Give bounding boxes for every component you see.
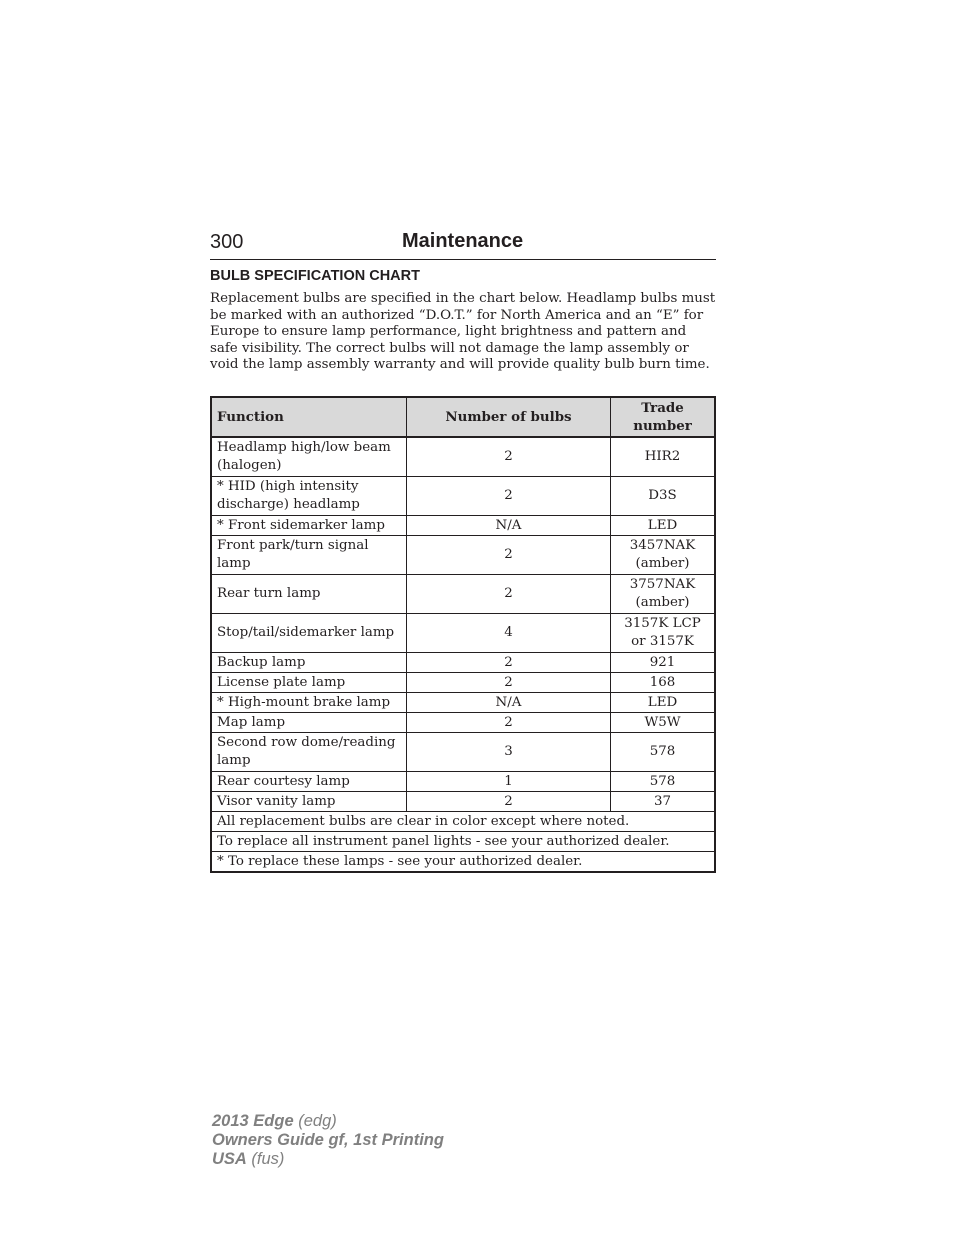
- trade-number-cell: 168: [611, 673, 716, 693]
- table-note: All replacement bulbs are clear in color except where noted.: [211, 812, 715, 832]
- section-title: BULB SPECIFICATION CHART: [210, 268, 420, 284]
- footer-edition: Owners Guide gf, 1st Printing: [212, 1131, 444, 1149]
- table-header-row: [211, 397, 715, 437]
- table-row: [211, 516, 715, 536]
- table-row: [211, 536, 715, 575]
- bulb-count-cell: 2: [407, 536, 611, 575]
- column-header-number-of-bulbs: Number of bulbs: [407, 397, 611, 437]
- table-note: * To replace these lamps - see your authorized dealer.: [211, 852, 715, 873]
- bulb-count-cell: 4: [407, 614, 611, 653]
- table-row: [211, 693, 715, 713]
- trade-number-cell: 578: [611, 733, 716, 772]
- trade-number-cell: HIR2: [611, 437, 716, 477]
- footer-model-code: (edg): [293, 1112, 337, 1130]
- document-footer: [212, 1112, 444, 1169]
- trade-number-cell: 578: [611, 772, 716, 792]
- chapter-title: Maintenance: [402, 230, 524, 252]
- trade-number-cell: 921: [611, 653, 716, 673]
- function-cell: Rear courtesy lamp: [211, 772, 407, 792]
- trade-number-cell: 3457NAK (amber): [611, 536, 716, 575]
- trade-number-cell: LED: [611, 693, 716, 713]
- footer-model-line: [212, 1112, 444, 1131]
- note-row: [211, 852, 715, 873]
- trade-number-cell: 3157K LCP or 3157K: [611, 614, 716, 653]
- trade-number-cell: W5W: [611, 713, 716, 733]
- function-cell: Front park/turn signal lamp: [211, 536, 407, 575]
- bulb-count-cell: 2: [407, 713, 611, 733]
- function-cell: * HID (high intensity discharge) headlamp: [211, 477, 407, 516]
- function-cell: Visor vanity lamp: [211, 792, 407, 812]
- intro-paragraph: Replacement bulbs are specified in the chart below. Headlamp bulbs must be marked with an authorized “D.O.T.” for North America and an “E” for Europe to ensure lamp performance, light brightness and pattern and safe visibility. The correct bulbs will not damage the lamp assembly or void the lamp assembly warranty and will provide quality bulb burn time.: [210, 291, 716, 372]
- bulb-specification-table: [210, 396, 716, 873]
- table-row: [211, 477, 715, 516]
- table-row: [211, 653, 715, 673]
- trade-number-cell: LED: [611, 516, 716, 536]
- table-note: To replace all instrument panel lights - see your authorized dealer.: [211, 832, 715, 852]
- table-row: [211, 713, 715, 733]
- table-row: [211, 614, 715, 653]
- function-cell: Headlamp high/low beam (halogen): [211, 437, 407, 477]
- trade-number-cell: 3757NAK (amber): [611, 575, 716, 614]
- footer-market: USA: [212, 1150, 247, 1168]
- bulb-count-cell: 2: [407, 792, 611, 812]
- page-number: 300: [210, 231, 244, 253]
- table-row: [211, 673, 715, 693]
- function-cell: * High-mount brake lamp: [211, 693, 407, 713]
- bulb-count-cell: 2: [407, 437, 611, 477]
- table-row: [211, 772, 715, 792]
- bulb-count-cell: 2: [407, 575, 611, 614]
- bulb-count-cell: 1: [407, 772, 611, 792]
- column-header-function: Function: [211, 397, 407, 437]
- function-cell: Rear turn lamp: [211, 575, 407, 614]
- column-header-trade-number: Trade number: [611, 397, 716, 437]
- note-row: [211, 832, 715, 852]
- bulb-count-cell: 3: [407, 733, 611, 772]
- function-cell: Backup lamp: [211, 653, 407, 673]
- footer-model: 2013 Edge: [212, 1112, 294, 1130]
- table-row: [211, 792, 715, 812]
- footer-market-line: [212, 1150, 444, 1169]
- bulb-count-cell: 2: [407, 673, 611, 693]
- table-row: [211, 575, 715, 614]
- bulb-count-cell: 2: [407, 653, 611, 673]
- function-cell: Stop/tail/sidemarker lamp: [211, 614, 407, 653]
- function-cell: Second row dome/reading lamp: [211, 733, 407, 772]
- table-row: [211, 733, 715, 772]
- function-cell: Map lamp: [211, 713, 407, 733]
- function-cell: License plate lamp: [211, 673, 407, 693]
- table-row: [211, 437, 715, 477]
- note-row: [211, 812, 715, 832]
- footer-edition-line: [212, 1131, 444, 1150]
- function-cell: * Front sidemarker lamp: [211, 516, 407, 536]
- bulb-count-cell: N/A: [407, 516, 611, 536]
- bulb-count-cell: N/A: [407, 693, 611, 713]
- trade-number-cell: 37: [611, 792, 716, 812]
- bulb-count-cell: 2: [407, 477, 611, 516]
- trade-number-cell: D3S: [611, 477, 716, 516]
- page-header: [210, 230, 716, 260]
- footer-market-code: (fus): [246, 1150, 285, 1168]
